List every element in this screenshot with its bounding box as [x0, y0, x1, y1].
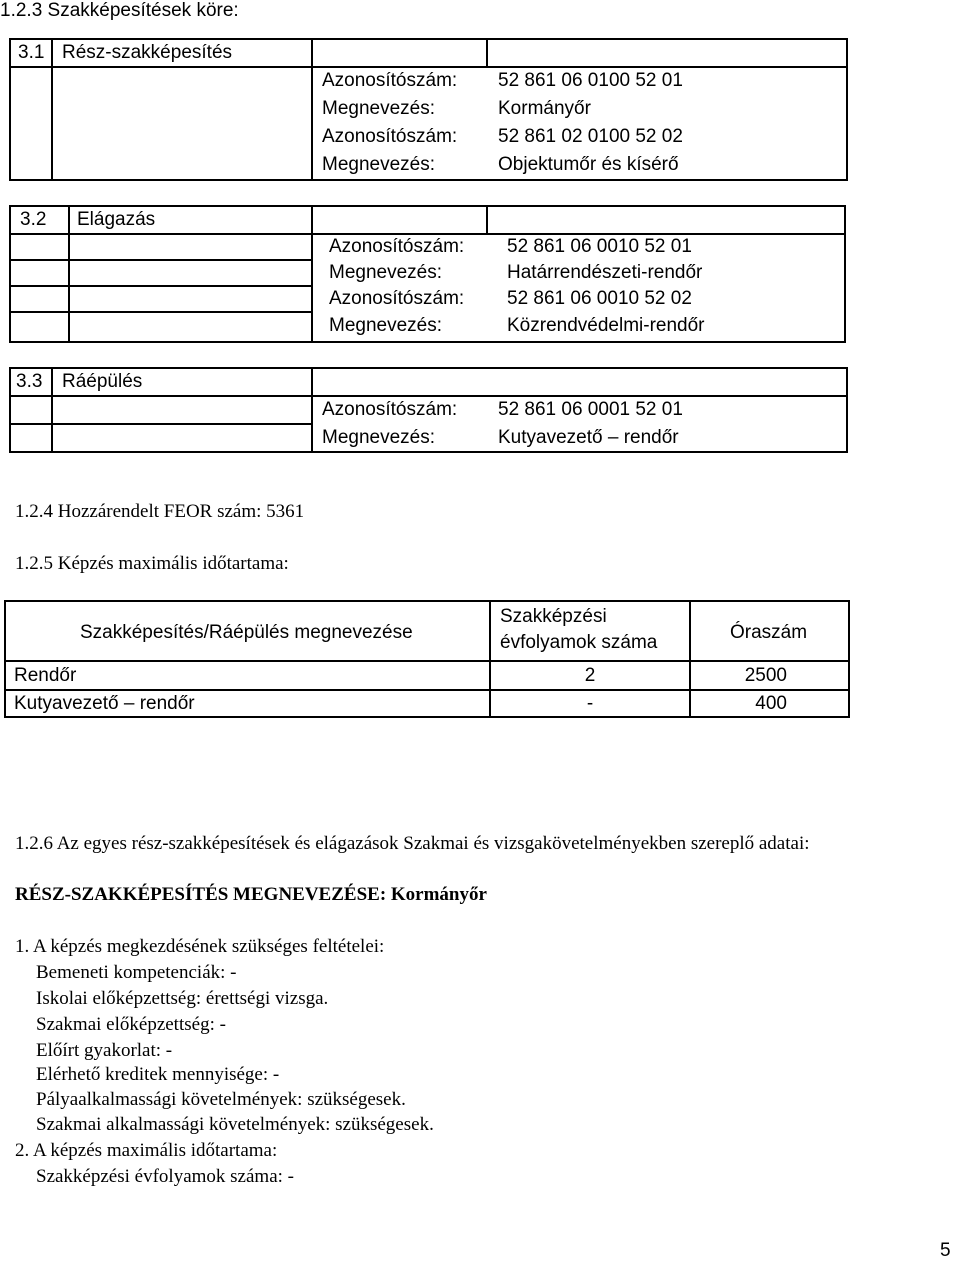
row-label: Azonosítószám:: [322, 70, 458, 91]
row-label: Megnevezés:: [329, 315, 443, 336]
row-label: Megnevezés:: [322, 154, 436, 175]
row-label: Megnevezés:: [322, 98, 436, 119]
row-label: Megnevezés:: [329, 262, 443, 283]
table-cell-hours: 2500: [744, 665, 787, 686]
row-value: Kutyavezető – rendőr: [498, 427, 679, 448]
table-cell-name: Rendőr: [14, 665, 77, 686]
list-item: 2. A képzés maximális időtartama:: [15, 1140, 278, 1161]
table-header-name: Szakképesítés/Ráépülés megnevezése: [80, 622, 413, 643]
table-header-years: Szakképzési: [500, 606, 607, 627]
list-subitem: Szakmai alkalmassági követelmények: szükségesek.: [36, 1114, 434, 1135]
section-heading-125: 1.2.5 Képzés maximális időtartama:: [15, 553, 289, 574]
list-item: 1. A képzés megkezdésének szükséges feltételei:: [15, 936, 385, 957]
row-value: Közrendvédelmi-rendőr: [507, 315, 705, 336]
list-subitem: Előírt gyakorlat: -: [36, 1040, 173, 1061]
page-number: 5: [940, 1240, 951, 1261]
list-subitem: Pályaalkalmassági követelmények: szükségesek.: [36, 1089, 406, 1110]
block-number: 3.1: [18, 42, 45, 63]
table-header-years: évfolyamok száma: [500, 632, 658, 653]
row-label: Azonosítószám:: [329, 288, 465, 309]
table-header-hours: Óraszám: [730, 622, 808, 643]
feor-line: 1.2.4 Hozzárendelt FEOR szám: 5361: [15, 501, 305, 522]
row-value: Kormányőr: [498, 98, 591, 119]
table-cell-hours: 400: [755, 693, 787, 714]
section-heading-126: 1.2.6 Az egyes rész-szakképesítések és elágazások Szakmai és vizsgakövetelményekben szereplő adatai:: [15, 833, 810, 854]
list-subitem: Elérhető kreditek mennyisége: -: [36, 1064, 280, 1085]
row-label: Azonosítószám:: [322, 399, 458, 420]
list-subitem: Szakmai előképzettség: -: [36, 1014, 226, 1035]
row-value: 52 861 06 0010 52 02: [507, 288, 692, 309]
row-label: Megnevezés:: [322, 427, 436, 448]
block-title: Ráépülés: [62, 371, 143, 392]
row-value: 52 861 06 0100 52 01: [498, 70, 683, 91]
table-cell-years: -: [586, 693, 594, 714]
row-value: Objektumőr és kísérő: [498, 154, 679, 175]
row-value: 52 861 06 0010 52 01: [507, 236, 692, 257]
block-number: 3.2: [20, 209, 47, 230]
row-value: 52 861 02 0100 52 02: [498, 126, 683, 147]
table-cell-years: 2: [584, 665, 596, 686]
block-number: 3.3: [16, 371, 43, 392]
row-label: Azonosítószám:: [329, 236, 465, 257]
block-title: Elágazás: [77, 209, 156, 230]
list-subitem: Szakképzési évfolyamok száma: -: [36, 1166, 294, 1187]
row-label: Azonosítószám:: [322, 126, 458, 147]
row-value: 52 861 06 0001 52 01: [498, 399, 683, 420]
list-subitem: Bemeneti kompetenciák: -: [36, 962, 237, 983]
section-heading-123: 1.2.3 Szakképesítések köre:: [0, 0, 239, 21]
resz-title: RÉSZ-SZAKKÉPESÍTÉS MEGNEVEZÉSE: Kormányőr: [15, 884, 487, 905]
list-subitem: Iskolai előképzettség: érettségi vizsga.: [36, 988, 329, 1009]
row-value: Határrendészeti-rendőr: [507, 262, 703, 283]
block-title: Rész-szakképesítés: [62, 42, 233, 63]
table-cell-name: Kutyavezető – rendőr: [14, 693, 195, 714]
